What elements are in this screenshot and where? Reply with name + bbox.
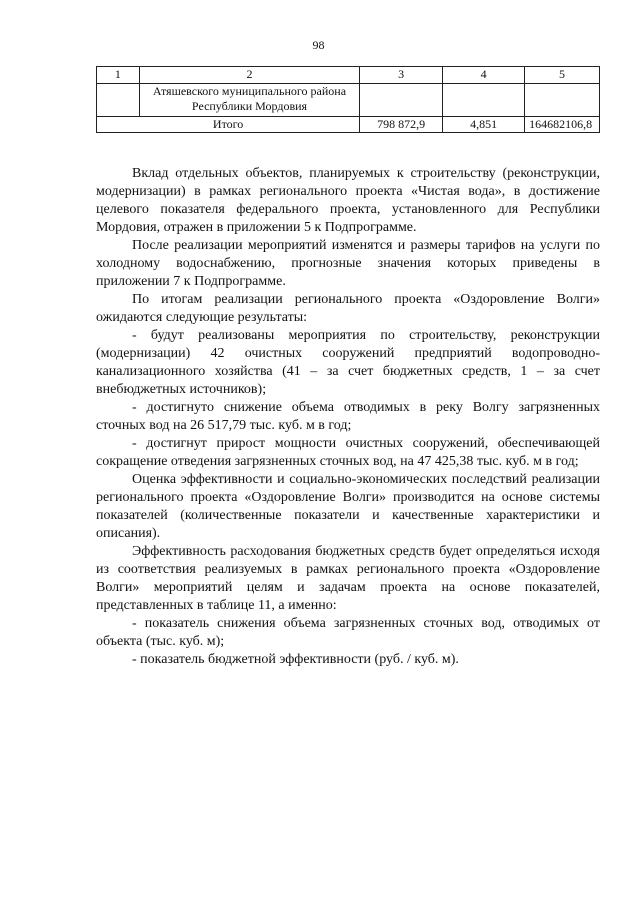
- table-header-cell: 2: [139, 67, 359, 84]
- total-label: Итого: [97, 117, 360, 133]
- table-total-row: [97, 117, 600, 133]
- table-cell: [443, 84, 525, 117]
- page-number: 98: [312, 38, 325, 52]
- list-item: - достигнуто снижение объема отводимых в реку Волгу загрязненных сточных вод на 26 517,79 тыс. куб. м в год;: [96, 400, 600, 433]
- table-header-row: [97, 67, 600, 84]
- total-value-col4: 4,851: [443, 117, 525, 133]
- paragraph: Вклад отдельных объектов, планируемых к строительству (реконструкции, модернизации) в рамках регионального проекта «Чистая вода», в достижение целевого показателя федерального проекта, установленного для Республики Мордовия, отражен в приложении 5 к Подпрограмме.: [96, 166, 600, 235]
- table-cell-org-name: Атяшевского муниципального района Республики Мордовия: [139, 84, 359, 117]
- table-cell: [360, 84, 443, 117]
- total-value-col3: 798 872,9: [360, 117, 443, 133]
- table-header-cell: 5: [525, 67, 600, 84]
- total-value-col5: 164682106,8: [525, 117, 600, 133]
- paragraph: После реализации мероприятий изменятся и размеры тарифов на услуги по холодному водоснабжению, прогнозные значения которых приведены в приложении 7 к Подпрограмме.: [96, 238, 600, 289]
- table-header-cell: 1: [97, 67, 140, 84]
- body-text: [96, 165, 600, 669]
- table-row: [97, 84, 600, 117]
- table-header-cell: 4: [443, 67, 525, 84]
- table-header-cell: 3: [360, 67, 443, 84]
- list-item: - показатель снижения объема загрязненных сточных вод, отводимых от объекта (тыс. куб. м);: [96, 616, 600, 649]
- list-item: - показатель бюджетной эффективности (руб. / куб. м).: [132, 652, 459, 667]
- table-cell: [525, 84, 600, 117]
- list-item: - будут реализованы мероприятия по строительству, реконструкции (модернизации) 42 очистных сооружений предприятий водопроводно-канализационного хозяйства (41 – за счет бюджетных средств, 1 – за счет внебюджетных источников);: [96, 328, 600, 397]
- paragraph: Эффективность расходования бюджетных средств будет определяться исходя из соответствия реализуемых в рамках регионального проекта «Оздоровление Волги» мероприятий целям и задачам проекта на основе показателей, представленных в таблице 11, а именно:: [96, 544, 600, 613]
- list-item: - достигнут прирост мощности очистных сооружений, обеспечивающей сокращение отведения загрязненных сточных вод, на 47 425,38 тыс. куб. м в год;: [96, 436, 600, 469]
- paragraph: По итогам реализации регионального проекта «Оздоровление Волги» ожидаются следующие результаты:: [96, 292, 600, 325]
- table-cell: [97, 84, 140, 117]
- paragraph: Оценка эффективности и социально-экономических последствий реализации регионального проекта «Оздоровление Волги» производится на основе системы показателей (количественные показатели и качественные характеристики и описания).: [96, 472, 600, 541]
- summary-table: [96, 66, 600, 133]
